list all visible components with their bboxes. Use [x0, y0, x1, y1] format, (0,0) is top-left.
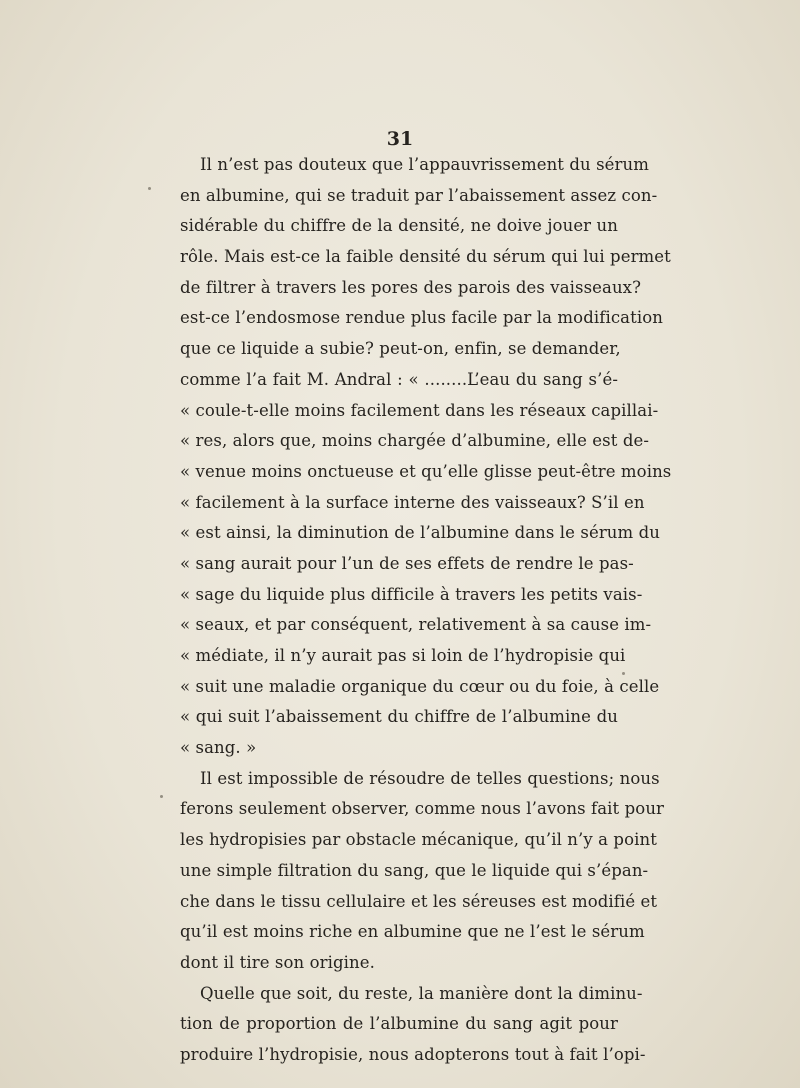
- text-line: est-ce l’endosmose rendue plus facile par la modification: [180, 308, 663, 328]
- paper-speck: [622, 672, 625, 675]
- text-line: Quelle que soit, du reste, la manière dont la diminu-: [200, 983, 643, 1003]
- text-line: « médiate, il n’y aurait pas si loin de l’hydropisie qui: [180, 646, 626, 665]
- page-number: 31: [386, 128, 414, 150]
- text-line: « venue moins onctueuse et qu’elle glisse peut-être moins: [180, 461, 672, 481]
- body-text: [180, 150, 672, 1071]
- text-line: « est ainsi, la diminution de l’albumine dans le sérum du: [180, 523, 661, 543]
- text-line: che dans le tissu cellulaire et les séreuses est modifié et: [180, 891, 658, 911]
- text-line: « coule-t-elle moins facilement dans les réseaux capillai-: [180, 400, 659, 420]
- text-line: ferons seulement observer, comme nous l’avons fait pour: [180, 799, 665, 819]
- text-line: en albumine, qui se traduit par l’abaissement assez con-: [180, 185, 658, 205]
- paper-speck: [160, 795, 163, 798]
- text-line: que ce liquide a subie? peut-on, enfin, se demander,: [180, 339, 621, 359]
- text-line: « sang aurait pour l’un de ses effets de rendre le pas-: [180, 553, 634, 573]
- text-line: produire l’hydropisie, nous adopterons tout à fait l’opi-: [180, 1044, 646, 1064]
- text-line: « seaux, et par conséquent, relativement à sa cause im-: [180, 615, 652, 635]
- text-line: dont il tire son origine.: [180, 952, 375, 972]
- text-line: « sage du liquide plus difficile à travers les petits vais-: [180, 584, 643, 604]
- text-line: de filtrer à travers les pores des parois des vaisseaux?: [180, 277, 642, 297]
- text-line: « qui suit l’abaissement du chiffre de l’albumine du: [180, 707, 618, 727]
- text-line: qu’il est moins riche en albumine que ne l’est le sérum: [180, 922, 645, 942]
- text-line: les hydropisies par obstacle mécanique, qu’il n’y a point: [180, 830, 657, 850]
- text-line: Il n’est pas douteux que l’appauvrissement du sérum: [200, 155, 649, 174]
- text-line: tion de proportion de l’albumine du sang agit pour: [180, 1014, 618, 1034]
- text-line: « sang. »: [180, 738, 257, 758]
- text-line: « res, alors que, moins chargée d’albumine, elle est de-: [180, 431, 650, 451]
- text-line: « suit une maladie organique du cœur ou du foie, à celle: [180, 676, 660, 696]
- text-line: une simple filtration du sang, que le liquide qui s’épan-: [180, 860, 649, 880]
- text-line: comme l’a fait M. Andral : « ........L’eau du sang s’é-: [180, 369, 618, 389]
- text-line: « facilement à la surface interne des vaisseaux? S’il en: [180, 492, 645, 512]
- text-line: sidérable du chiffre de la densité, ne doive jouer un: [180, 216, 618, 236]
- text-line: Il est impossible de résoudre de telles questions; nous: [200, 768, 660, 788]
- paper-speck: [148, 187, 151, 190]
- text-line: rôle. Mais est-ce la faible densité du sérum qui lui permet: [180, 247, 671, 267]
